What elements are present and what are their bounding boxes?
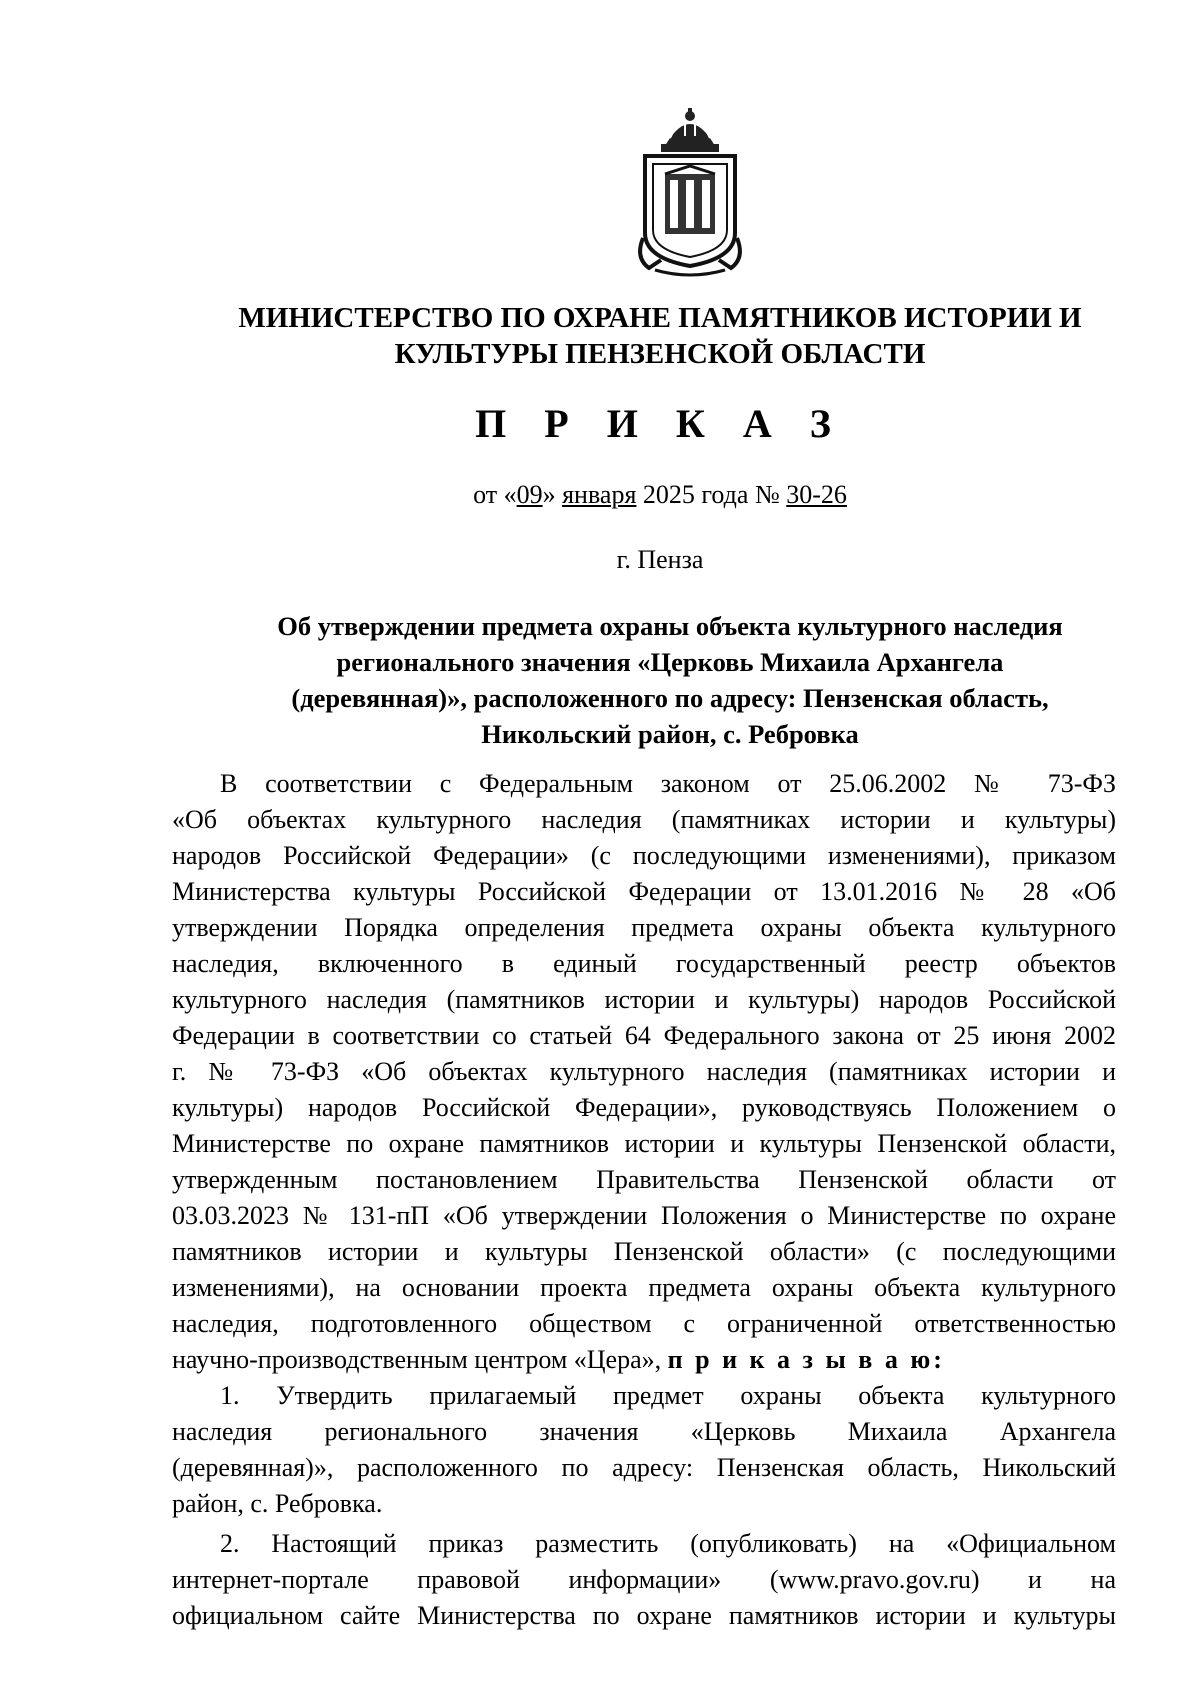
body-line: Министерства культуры Российской Федерации от 13.01.2016 № 28 «Об: [172, 877, 1116, 906]
body-line: наследия, подготовленного обществом с ограниченной ответственностью: [172, 1309, 1116, 1338]
body-line: культуры) народов Российской Федерации», руководствуясь Положением о: [172, 1093, 1116, 1122]
item-2-line: официальном сайте Министерства по охране памятников истории и культуры: [172, 1601, 1116, 1630]
item-2-line: интернет-портале правовой информации» (www.pravo.gov.ru) и на: [172, 1565, 1116, 1594]
body-line: памятников истории и культуры Пензенской области» (с последующими: [172, 1237, 1116, 1266]
ministry-line-1: МИНИСТЕРСТВО ПО ОХРАНЕ ПАМЯТНИКОВ ИСТОРИИ И: [238, 302, 1082, 334]
ministry-name: [200, 300, 1120, 372]
body-line: В соответствии с Федеральным законом от 25.06.2002 № 73-ФЗ: [220, 769, 1116, 798]
order-body: [172, 766, 1116, 1634]
document-type-heading: П Р И К А З: [475, 401, 845, 446]
body-line: «Об объектах культурного наследия (памятниках истории и культуры): [172, 805, 1116, 834]
body-line: Министерстве по охране памятников истории и культуры Пензенской области,: [172, 1129, 1116, 1158]
body-line: изменениями), на основании проекта предмета охраны объекта культурного: [172, 1273, 1116, 1302]
date-month: января: [562, 480, 637, 509]
title-line: (деревянная)», расположенного по адресу: Пензенская область,: [291, 683, 1049, 713]
item-1-line: (деревянная)», расположенного по адресу: Пензенская область, Никольский: [172, 1453, 1116, 1482]
title-line: Никольский район, с. Ребровка: [481, 719, 859, 749]
ministry-line-2: КУЛЬТУРЫ ПЕНЗЕНСКОЙ ОБЛАСТИ: [394, 338, 926, 370]
title-line: регионального значения «Церковь Михаила Архангела: [336, 647, 1004, 677]
body-line: наследия, включенного в единый государственный реестр объектов: [172, 949, 1116, 978]
body-line: народов Российской Федерации» (с последующими изменениями), приказом: [172, 841, 1116, 870]
body-line: г. № 73-ФЗ «Об объектах культурного наследия (памятниках истории и: [172, 1057, 1116, 1086]
city: г. Пенза: [616, 545, 704, 574]
body-final-line: [172, 1342, 1116, 1378]
body-line: культурного наследия (памятников истории и культуры) народов Российской: [172, 985, 1116, 1014]
item-1-line: наследия регионального значения «Церковь Михаила Архангела: [172, 1417, 1116, 1446]
item-1-line: район, с. Ребровка.: [172, 1489, 383, 1518]
order-title: [230, 608, 1110, 752]
order-number: 30-26: [786, 480, 847, 509]
order-date-number: [200, 480, 1120, 510]
body-line: утверждении Порядка определения предмета охраны объекта культурного: [172, 913, 1116, 942]
body-line: Федерации в соответствии со статьей 64 Федерального закона от 25 июня 2002: [172, 1021, 1116, 1050]
body-line: 03.03.2023 № 131-пП «Об утверждении Положения о Министерстве по охране: [172, 1201, 1116, 1230]
date-mid-1: »: [542, 480, 563, 509]
body-line: утвержденным постановлением Правительства Пензенской области от: [172, 1165, 1116, 1194]
date-mid-2: 2025 года №: [636, 480, 787, 509]
body-final-text: научно-производственным центром «Цера»,: [172, 1345, 668, 1374]
coat-of-arms-emblem: [635, 108, 745, 278]
date-prefix: от «: [473, 480, 517, 509]
item-1-line: 1. Утвердить прилагаемый предмет охраны объекта культурного: [220, 1381, 1116, 1410]
title-line: Об утверждении предмета охраны объекта культурного наследия: [277, 611, 1063, 641]
date-day: 09: [516, 480, 543, 509]
item-2-line: 2. Настоящий приказ разместить (опубликовать) на «Официальном: [220, 1529, 1116, 1558]
order-keyword: п р и к а з ы в а ю:: [667, 1345, 945, 1374]
